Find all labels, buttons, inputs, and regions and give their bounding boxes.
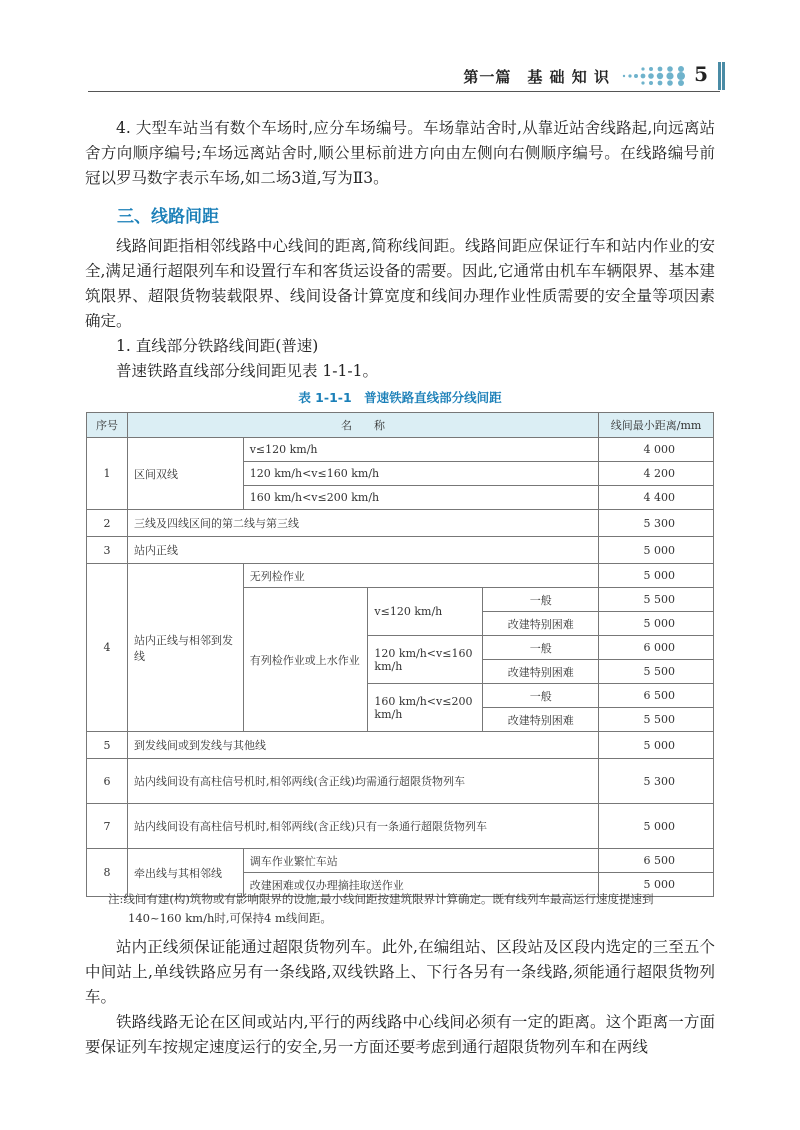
paragraph: 普速铁路直线部分线间距见表 1-1-1。	[116, 362, 378, 380]
table-row: 120 km/h<v≤160 km/h 4 200	[87, 462, 714, 486]
header-cell: 线间最小距离/mm	[599, 413, 714, 438]
table-header-row	[87, 413, 714, 438]
table-row: 5 到发线间或到发线与其他线 5 000	[87, 732, 714, 759]
header-rule	[88, 91, 720, 92]
table-caption: 表 1-1-1 普速铁路直线部分线间距	[298, 390, 502, 405]
body-text-top	[85, 116, 715, 191]
page-number: 5	[694, 62, 708, 86]
table-row: 2 三线及四线区间的第二线与第三线 5 300	[87, 510, 714, 537]
header-dots-decoration	[620, 64, 690, 88]
table-row: 改建特别困难 5 500	[87, 660, 714, 684]
header-cell: 名 称	[127, 413, 598, 438]
table-row: 160 km/h<v≤200 km/h 4 400	[87, 486, 714, 510]
body-text-middle	[85, 234, 715, 384]
body-text-bottom	[85, 935, 715, 1060]
paragraph: 线路间距指相邻线路中心线间的距离,简称线间距。线路间距应保证行车和站内作业的安全,满足通行超限列车和设置行车和客货运设备的需要。因此,它通常由机车车辆限界、基本建筑限界、超限货物装载限界、线间设备计算宽度和线间办理作业性质需要的安全量等项因素确定。	[85, 237, 715, 330]
paragraph: 铁路线路无论在区间或站内,平行的两线路中心线间必须有一定的距离。这个距离一方面要保证列车按规定速度运行的安全,另一方面还要考虑到通行超限货物列车和在两线	[85, 1013, 715, 1056]
table-row: 6 站内线间设有高柱信号机时,相邻两线(含正线)均需通行超限货物列车 5 300	[87, 759, 714, 804]
line-spacing-table	[86, 412, 714, 897]
table-row: 3 站内正线 5 000	[87, 537, 714, 564]
table-row: 1 区间双线 v≤120 km/h 4 000	[87, 438, 714, 462]
table-row: 改建特别困难 5 500	[87, 708, 714, 732]
table-row: 7 站内线间设有高柱信号机时,相邻两线(含正线)只有一条通行超限货物列车 5 000	[87, 804, 714, 849]
header-cell: 序号	[87, 413, 128, 438]
subheading: 1. 直线部分铁路线间距(普速)	[116, 337, 319, 355]
table-row: 改建困难或仅办理摘挂取送作业 5 000	[87, 873, 714, 897]
running-header	[0, 58, 800, 98]
table-row: 改建特别困难 5 000	[87, 612, 714, 636]
table-row: 8 牵出线与其相邻线 调车作业繁忙车站 6 500	[87, 849, 714, 873]
table-note: 注:线间有建(构)筑物或有影响限界的设施,最小线间距按建筑限界计算确定。既有线列车最高运行速度提速到 140~160 km/h时,可保持4 m线间距。	[108, 892, 654, 925]
paragraph: 站内正线须保证能通过超限货物列车。此外,在编组站、区段站及区段内选定的三至五个中间站上,单线铁路应另有一条线路,双线铁路上、下行各另有一条线路,须能通行超限货物列车。	[85, 938, 715, 1006]
table-row: 有列检作业或上水作业 v≤120 km/h 一般 5 500	[87, 588, 714, 612]
paragraph: 4. 大型车站当有数个车场时,应分车场编号。车场靠站舍时,从靠近站舍线路起,向远离站舍方向顺序编号;车场远离站舍时,顺公里标前进方向由左侧向右侧顺序编号。在线路编号前冠以罗马数字表示车场,如二场3道,写为Ⅱ3。	[85, 119, 715, 187]
table-row: 4 站内正线与相邻到发线 无列检作业 5 000	[87, 564, 714, 588]
section-heading: 三、线路间距	[117, 207, 219, 227]
table-row: 120 km/h<v≤160 km/h 一般 6 000	[87, 636, 714, 660]
header-title: 第一篇 基 础 知 识	[463, 68, 610, 86]
table-row: 160 km/h<v≤200 km/h 一般 6 500	[87, 684, 714, 708]
page-edge-bars	[718, 62, 728, 90]
